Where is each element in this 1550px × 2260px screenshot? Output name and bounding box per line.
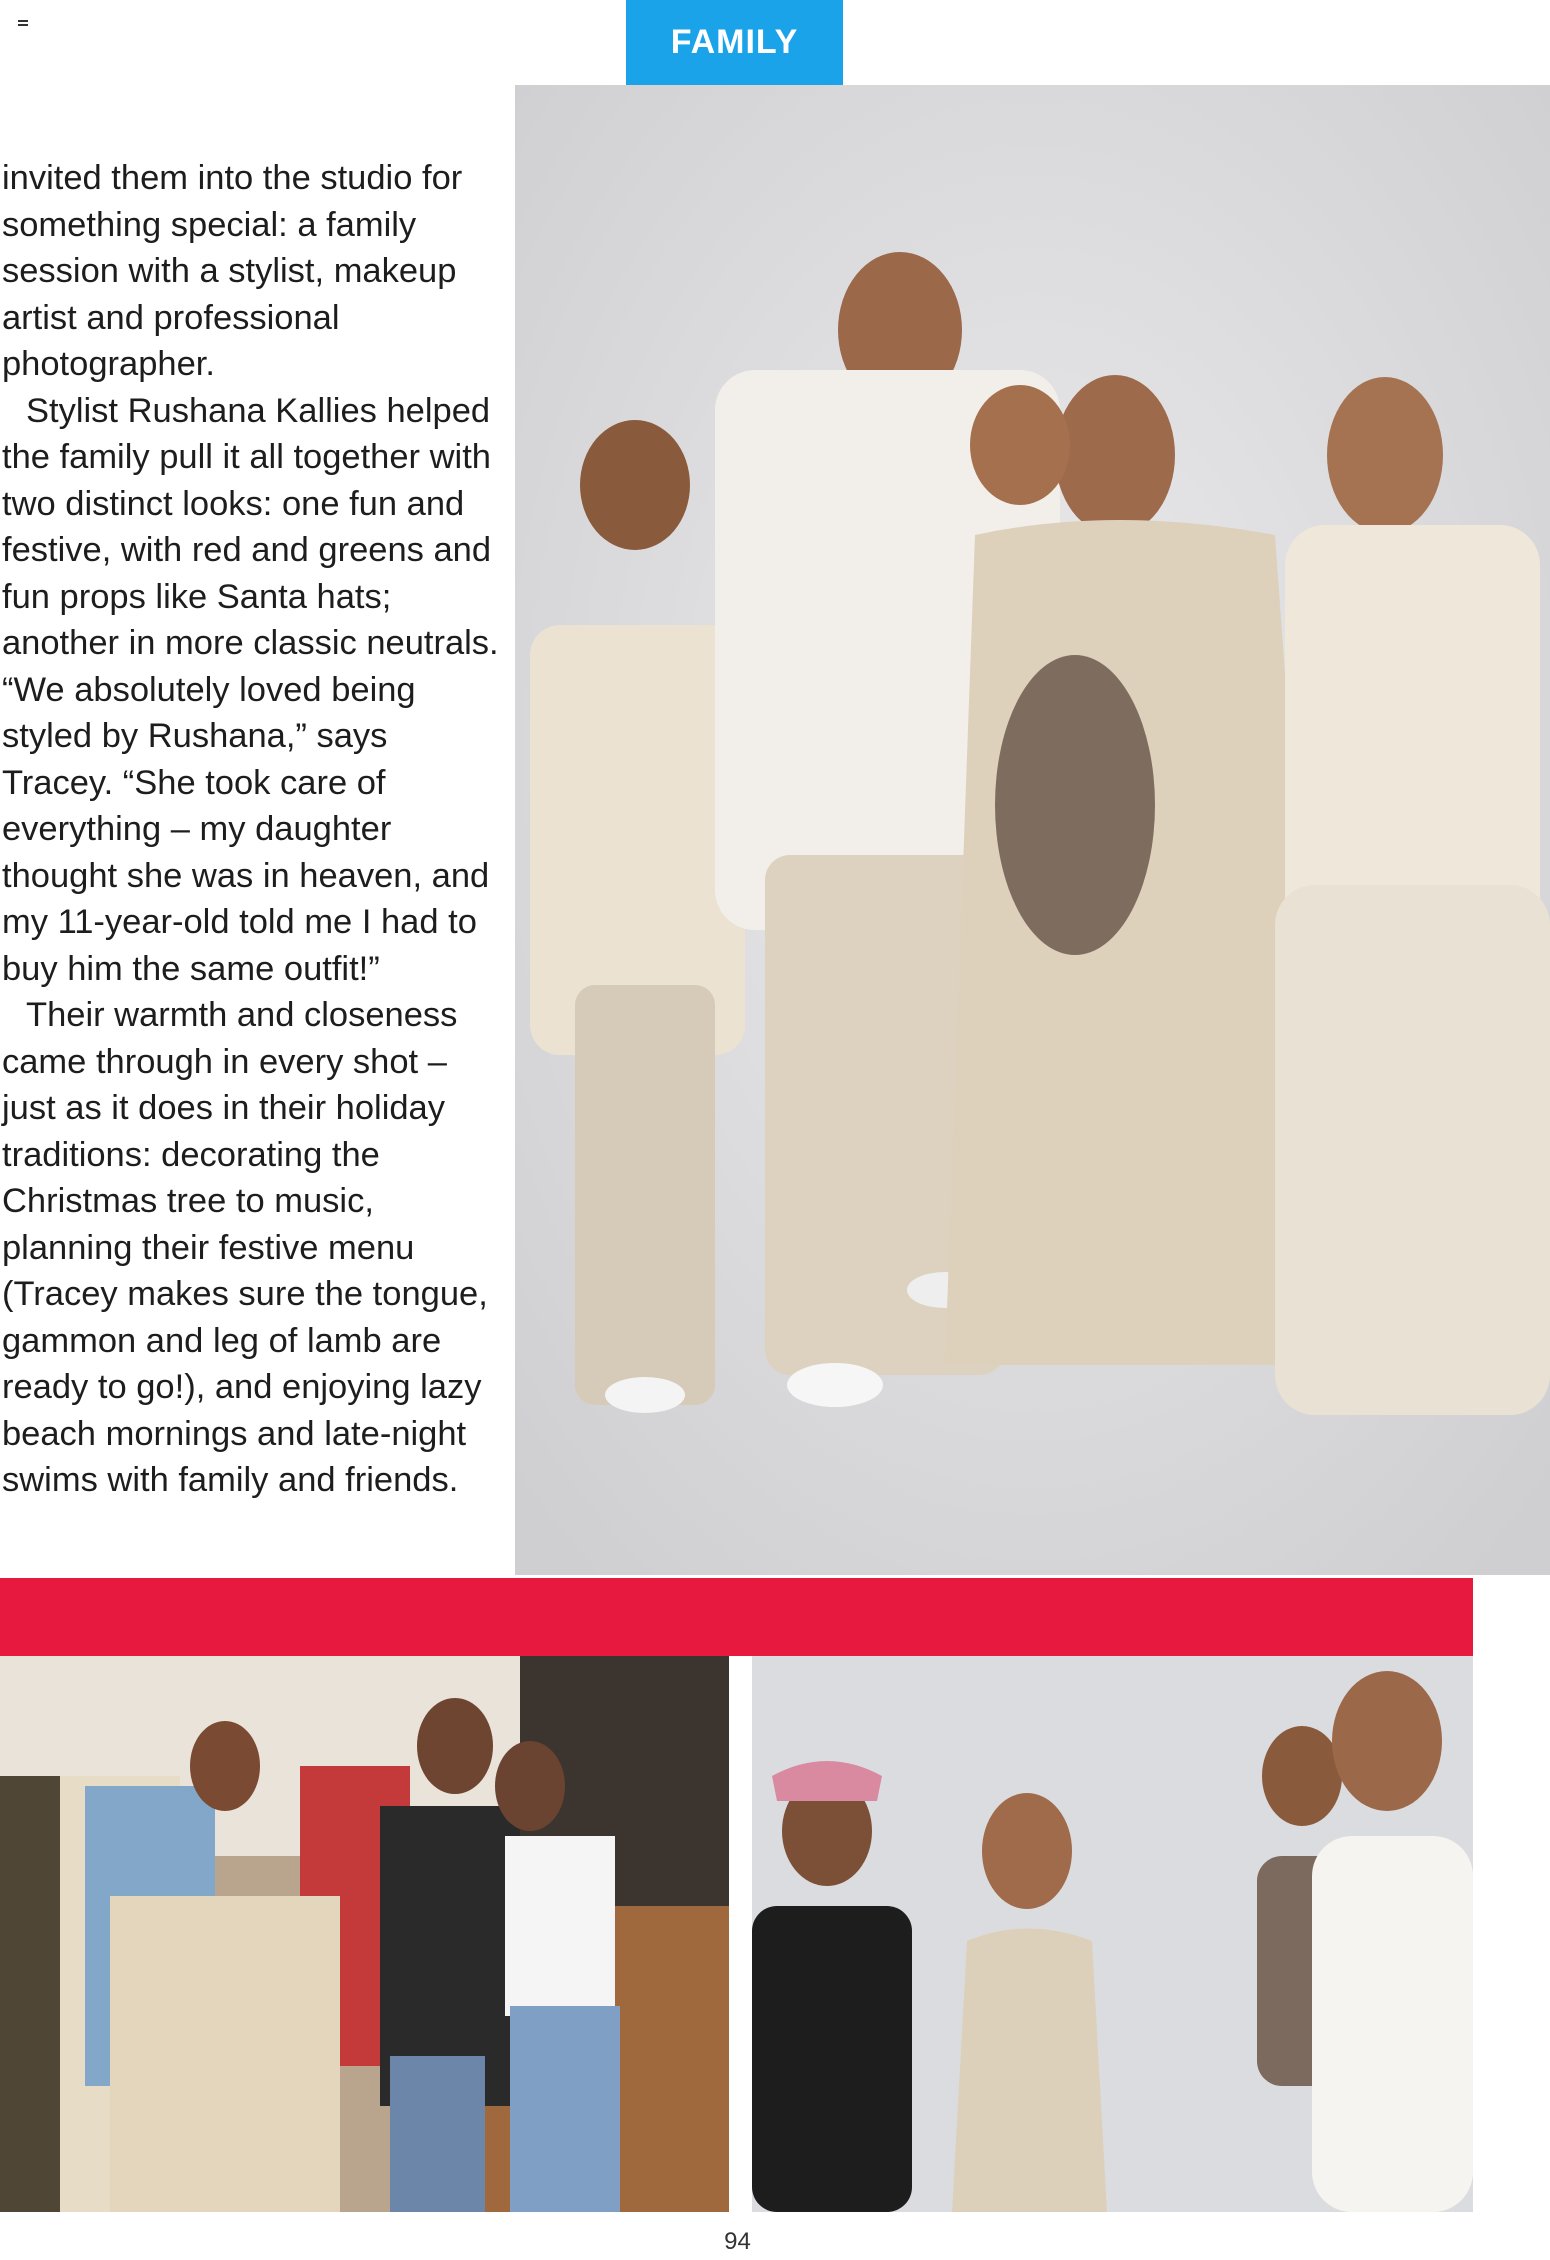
page-number: 94 [724, 2228, 751, 2255]
family-portrait-photo [515, 85, 1550, 1575]
red-banner [0, 1578, 1473, 1656]
makeup-session-photo [752, 1656, 1473, 2212]
menu-icon[interactable] [18, 20, 28, 28]
styling-session-photo [0, 1656, 729, 2212]
article-paragraph-1: invited them into the studio for something special: a family session with a stylist, makeup artist and professional photographer. [2, 159, 463, 383]
article-paragraph-2: Stylist Rushana Kallies helped the family pull it all together with two distinct looks: one fun and festive, with red and greens and fun props like Santa hats; another in more classic neutrals. “We absolutely loved being styled by Rushana,” says Tracey. “She took care of everything – my daughter thought she was in heaven, and my 11-year-old told me I had to buy him the same outfit!” [2, 391, 499, 988]
article-paragraph-3: Their warmth and closeness came through in every shot – just as it does in their holiday traditions: decorating the Christmas tree to music, planning their festive menu (Tracey makes sure the tongue, gammon and leg of lamb are ready to go!), and enjoying lazy beach mornings and late-night swims with family and friends. [2, 996, 488, 1499]
section-tab-family: FAMILY [626, 0, 843, 85]
article-body [2, 155, 502, 1504]
